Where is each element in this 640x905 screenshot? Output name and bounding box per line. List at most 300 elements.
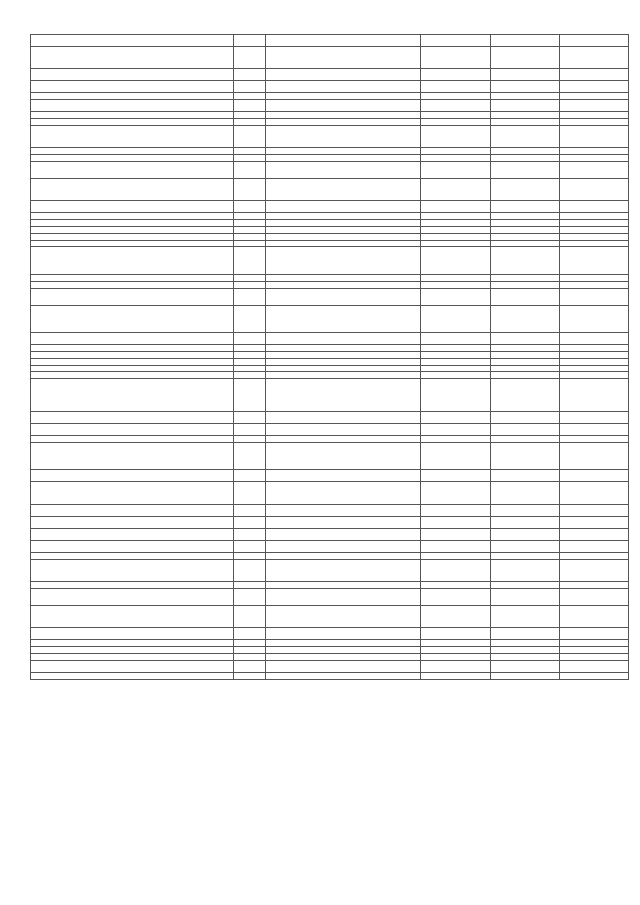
cell-code (234, 274, 265, 281)
cell-budget-classification-code (265, 125, 420, 147)
cell-code (234, 660, 265, 672)
cell-description (31, 345, 234, 352)
table-row (31, 305, 629, 333)
cell-code (234, 379, 265, 412)
cell-description (31, 125, 234, 147)
cell-code (234, 559, 265, 581)
cell-description (31, 528, 234, 540)
table-row (31, 482, 629, 504)
cell-description (31, 247, 234, 275)
cell-amount-2 (490, 35, 559, 47)
table-row (31, 654, 629, 661)
cell-description (31, 352, 234, 359)
cell-amount-3 (559, 516, 628, 528)
cell-budget-classification-code (265, 365, 420, 372)
cell-description (31, 154, 234, 161)
cell-budget-classification-code (265, 213, 420, 220)
cell-code (234, 125, 265, 147)
cell-amount-2 (490, 154, 559, 161)
cell-amount-3 (559, 352, 628, 359)
cell-amount-1 (421, 247, 490, 275)
cell-description (31, 540, 234, 552)
cell-amount-3 (559, 35, 628, 47)
cell-description (31, 654, 234, 661)
cell-amount-3 (559, 125, 628, 147)
cell-amount-2 (490, 540, 559, 552)
cell-amount-1 (421, 333, 490, 345)
cell-code (234, 442, 265, 470)
cell-amount-2 (490, 412, 559, 424)
table-row (31, 516, 629, 528)
cell-budget-classification-code (265, 148, 420, 155)
cell-budget-classification-code (265, 412, 420, 424)
cell-description (31, 201, 234, 213)
cell-amount-2 (490, 654, 559, 661)
cell-code (234, 240, 265, 247)
cell-amount-3 (559, 540, 628, 552)
cell-description (31, 35, 234, 47)
cell-amount-1 (421, 654, 490, 661)
table-row (31, 281, 629, 288)
cell-description (31, 660, 234, 672)
table-row (31, 220, 629, 227)
cell-description (31, 333, 234, 345)
cell-amount-2 (490, 379, 559, 412)
table-row (31, 628, 629, 640)
cell-amount-3 (559, 654, 628, 661)
cell-budget-classification-code (265, 640, 420, 647)
cell-code (234, 81, 265, 93)
cell-code (234, 640, 265, 647)
cell-amount-1 (421, 365, 490, 372)
cell-description (31, 47, 234, 69)
cell-amount-3 (559, 647, 628, 654)
cell-code (234, 365, 265, 372)
cell-amount-2 (490, 372, 559, 379)
cell-amount-2 (490, 552, 559, 559)
cell-amount-2 (490, 93, 559, 100)
cell-code (234, 161, 265, 178)
cell-description (31, 436, 234, 443)
cell-description (31, 161, 234, 178)
cell-amount-3 (559, 178, 628, 200)
cell-amount-2 (490, 288, 559, 305)
cell-code (234, 305, 265, 333)
cell-amount-2 (490, 201, 559, 213)
cell-amount-2 (490, 240, 559, 247)
cell-amount-3 (559, 628, 628, 640)
cell-budget-classification-code (265, 482, 420, 504)
cell-amount-3 (559, 640, 628, 647)
cell-code (234, 154, 265, 161)
table-row (31, 274, 629, 281)
cell-amount-2 (490, 220, 559, 227)
cell-code (234, 654, 265, 661)
cell-description (31, 516, 234, 528)
cell-amount-1 (421, 540, 490, 552)
cell-description (31, 379, 234, 412)
cell-amount-2 (490, 640, 559, 647)
cell-amount-3 (559, 201, 628, 213)
cell-amount-2 (490, 559, 559, 581)
cell-amount-1 (421, 640, 490, 647)
table-row (31, 442, 629, 470)
cell-code (234, 672, 265, 679)
cell-amount-2 (490, 112, 559, 119)
cell-amount-1 (421, 504, 490, 516)
cell-amount-1 (421, 305, 490, 333)
cell-budget-classification-code (265, 81, 420, 93)
cell-amount-3 (559, 148, 628, 155)
table-row (31, 640, 629, 647)
table-row (31, 81, 629, 93)
cell-amount-3 (559, 345, 628, 352)
cell-budget-classification-code (265, 247, 420, 275)
table-row (31, 379, 629, 412)
cell-amount-1 (421, 112, 490, 119)
cell-amount-2 (490, 365, 559, 372)
cell-amount-3 (559, 247, 628, 275)
cell-amount-2 (490, 333, 559, 345)
cell-amount-3 (559, 47, 628, 69)
cell-amount-2 (490, 647, 559, 654)
cell-budget-classification-code (265, 345, 420, 352)
cell-budget-classification-code (265, 352, 420, 359)
cell-budget-classification-code (265, 118, 420, 125)
cell-code (234, 148, 265, 155)
table-row (31, 69, 629, 81)
cell-budget-classification-code (265, 161, 420, 178)
table-row (31, 201, 629, 213)
cell-amount-3 (559, 379, 628, 412)
table-row (31, 118, 629, 125)
cell-budget-classification-code (265, 436, 420, 443)
table-row (31, 100, 629, 112)
cell-amount-2 (490, 213, 559, 220)
cell-amount-3 (559, 161, 628, 178)
cell-budget-classification-code (265, 552, 420, 559)
cell-amount-3 (559, 213, 628, 220)
cell-amount-3 (559, 69, 628, 81)
cell-amount-3 (559, 274, 628, 281)
cell-description (31, 240, 234, 247)
cell-description (31, 672, 234, 679)
table-row (31, 412, 629, 424)
cell-description (31, 606, 234, 628)
cell-budget-classification-code (265, 240, 420, 247)
cell-description (31, 358, 234, 365)
cell-amount-1 (421, 588, 490, 605)
cell-amount-1 (421, 274, 490, 281)
cell-amount-1 (421, 281, 490, 288)
table-row (31, 588, 629, 605)
cell-amount-2 (490, 118, 559, 125)
budget-table-body (31, 35, 629, 680)
cell-amount-3 (559, 528, 628, 540)
cell-amount-1 (421, 442, 490, 470)
cell-amount-1 (421, 81, 490, 93)
cell-amount-3 (559, 281, 628, 288)
cell-amount-1 (421, 606, 490, 628)
cell-amount-2 (490, 442, 559, 470)
cell-description (31, 412, 234, 424)
cell-amount-2 (490, 226, 559, 233)
cell-amount-1 (421, 559, 490, 581)
cell-amount-2 (490, 148, 559, 155)
cell-amount-2 (490, 178, 559, 200)
cell-amount-3 (559, 305, 628, 333)
cell-budget-classification-code (265, 559, 420, 581)
cell-amount-3 (559, 672, 628, 679)
cell-code (234, 100, 265, 112)
table-row (31, 365, 629, 372)
cell-description (31, 213, 234, 220)
cell-description (31, 504, 234, 516)
cell-amount-3 (559, 559, 628, 581)
cell-budget-classification-code (265, 226, 420, 233)
cell-amount-2 (490, 660, 559, 672)
cell-amount-3 (559, 552, 628, 559)
budget-table (30, 34, 629, 680)
cell-amount-2 (490, 81, 559, 93)
cell-amount-1 (421, 424, 490, 436)
cell-amount-1 (421, 352, 490, 359)
cell-amount-1 (421, 660, 490, 672)
table-row (31, 582, 629, 589)
cell-budget-classification-code (265, 470, 420, 482)
cell-code (234, 281, 265, 288)
cell-amount-2 (490, 358, 559, 365)
cell-amount-3 (559, 470, 628, 482)
cell-code (234, 647, 265, 654)
cell-code (234, 436, 265, 443)
cell-description (31, 148, 234, 155)
table-row (31, 161, 629, 178)
cell-code (234, 112, 265, 119)
cell-amount-3 (559, 606, 628, 628)
cell-amount-1 (421, 470, 490, 482)
cell-amount-3 (559, 482, 628, 504)
cell-description (31, 69, 234, 81)
cell-amount-3 (559, 660, 628, 672)
cell-amount-1 (421, 372, 490, 379)
cell-description (31, 482, 234, 504)
cell-description (31, 118, 234, 125)
table-row (31, 559, 629, 581)
cell-budget-classification-code (265, 201, 420, 213)
cell-code (234, 588, 265, 605)
cell-amount-2 (490, 528, 559, 540)
cell-amount-3 (559, 424, 628, 436)
cell-amount-2 (490, 281, 559, 288)
cell-description (31, 559, 234, 581)
cell-code (234, 35, 265, 47)
table-row (31, 647, 629, 654)
cell-budget-classification-code (265, 647, 420, 654)
cell-description (31, 226, 234, 233)
cell-amount-2 (490, 352, 559, 359)
table-row (31, 148, 629, 155)
cell-code (234, 358, 265, 365)
cell-amount-1 (421, 201, 490, 213)
cell-amount-1 (421, 412, 490, 424)
cell-amount-2 (490, 424, 559, 436)
table-row (31, 345, 629, 352)
cell-amount-3 (559, 154, 628, 161)
cell-budget-classification-code (265, 305, 420, 333)
cell-amount-3 (559, 372, 628, 379)
table-row (31, 352, 629, 359)
table-row (31, 213, 629, 220)
cell-code (234, 201, 265, 213)
cell-description (31, 442, 234, 470)
cell-amount-2 (490, 274, 559, 281)
table-row (31, 35, 629, 47)
cell-amount-1 (421, 154, 490, 161)
cell-amount-2 (490, 305, 559, 333)
cell-amount-1 (421, 628, 490, 640)
cell-amount-1 (421, 288, 490, 305)
table-row (31, 240, 629, 247)
cell-amount-3 (559, 365, 628, 372)
cell-budget-classification-code (265, 372, 420, 379)
cell-budget-classification-code (265, 528, 420, 540)
cell-amount-2 (490, 436, 559, 443)
cell-amount-1 (421, 118, 490, 125)
cell-description (31, 93, 234, 100)
cell-budget-classification-code (265, 93, 420, 100)
cell-amount-1 (421, 436, 490, 443)
cell-amount-1 (421, 125, 490, 147)
cell-amount-1 (421, 672, 490, 679)
cell-amount-1 (421, 220, 490, 227)
cell-amount-2 (490, 47, 559, 69)
cell-amount-3 (559, 220, 628, 227)
cell-description (31, 112, 234, 119)
cell-description (31, 588, 234, 605)
cell-amount-1 (421, 345, 490, 352)
cell-code (234, 540, 265, 552)
cell-code (234, 118, 265, 125)
cell-amount-3 (559, 412, 628, 424)
cell-budget-classification-code (265, 504, 420, 516)
cell-amount-2 (490, 100, 559, 112)
cell-amount-3 (559, 81, 628, 93)
cell-amount-1 (421, 93, 490, 100)
cell-amount-2 (490, 588, 559, 605)
cell-budget-classification-code (265, 588, 420, 605)
table-row (31, 528, 629, 540)
cell-budget-classification-code (265, 35, 420, 47)
cell-amount-2 (490, 247, 559, 275)
cell-amount-1 (421, 647, 490, 654)
cell-budget-classification-code (265, 442, 420, 470)
cell-amount-1 (421, 240, 490, 247)
cell-code (234, 352, 265, 359)
cell-amount-3 (559, 582, 628, 589)
cell-amount-2 (490, 233, 559, 240)
cell-amount-3 (559, 504, 628, 516)
cell-amount-1 (421, 69, 490, 81)
cell-code (234, 226, 265, 233)
cell-amount-3 (559, 240, 628, 247)
cell-code (234, 504, 265, 516)
table-row (31, 606, 629, 628)
cell-budget-classification-code (265, 540, 420, 552)
cell-amount-1 (421, 582, 490, 589)
cell-amount-3 (559, 442, 628, 470)
cell-amount-1 (421, 35, 490, 47)
cell-amount-3 (559, 112, 628, 119)
cell-description (31, 281, 234, 288)
cell-amount-2 (490, 470, 559, 482)
cell-amount-3 (559, 333, 628, 345)
cell-description (31, 100, 234, 112)
table-row (31, 504, 629, 516)
table-row (31, 552, 629, 559)
table-row (31, 154, 629, 161)
cell-budget-classification-code (265, 100, 420, 112)
cell-description (31, 233, 234, 240)
table-row (31, 288, 629, 305)
cell-budget-classification-code (265, 333, 420, 345)
table-row (31, 470, 629, 482)
cell-code (234, 470, 265, 482)
cell-description (31, 288, 234, 305)
table-row (31, 233, 629, 240)
cell-amount-3 (559, 358, 628, 365)
cell-budget-classification-code (265, 288, 420, 305)
cell-amount-3 (559, 118, 628, 125)
cell-budget-classification-code (265, 654, 420, 661)
cell-code (234, 247, 265, 275)
cell-amount-2 (490, 582, 559, 589)
cell-description (31, 365, 234, 372)
cell-code (234, 213, 265, 220)
cell-budget-classification-code (265, 274, 420, 281)
cell-code (234, 47, 265, 69)
table-row (31, 125, 629, 147)
cell-amount-1 (421, 100, 490, 112)
cell-amount-2 (490, 628, 559, 640)
cell-budget-classification-code (265, 112, 420, 119)
cell-code (234, 606, 265, 628)
cell-description (31, 274, 234, 281)
table-row (31, 372, 629, 379)
cell-amount-3 (559, 588, 628, 605)
cell-code (234, 288, 265, 305)
cell-amount-1 (421, 178, 490, 200)
cell-amount-1 (421, 552, 490, 559)
cell-amount-1 (421, 358, 490, 365)
cell-amount-1 (421, 226, 490, 233)
cell-description (31, 81, 234, 93)
cell-code (234, 424, 265, 436)
cell-code (234, 372, 265, 379)
cell-amount-1 (421, 482, 490, 504)
cell-budget-classification-code (265, 628, 420, 640)
cell-amount-3 (559, 226, 628, 233)
cell-description (31, 470, 234, 482)
cell-budget-classification-code (265, 660, 420, 672)
cell-amount-1 (421, 47, 490, 69)
cell-amount-1 (421, 528, 490, 540)
table-row (31, 540, 629, 552)
cell-amount-2 (490, 69, 559, 81)
cell-amount-1 (421, 213, 490, 220)
cell-description (31, 628, 234, 640)
cell-code (234, 345, 265, 352)
